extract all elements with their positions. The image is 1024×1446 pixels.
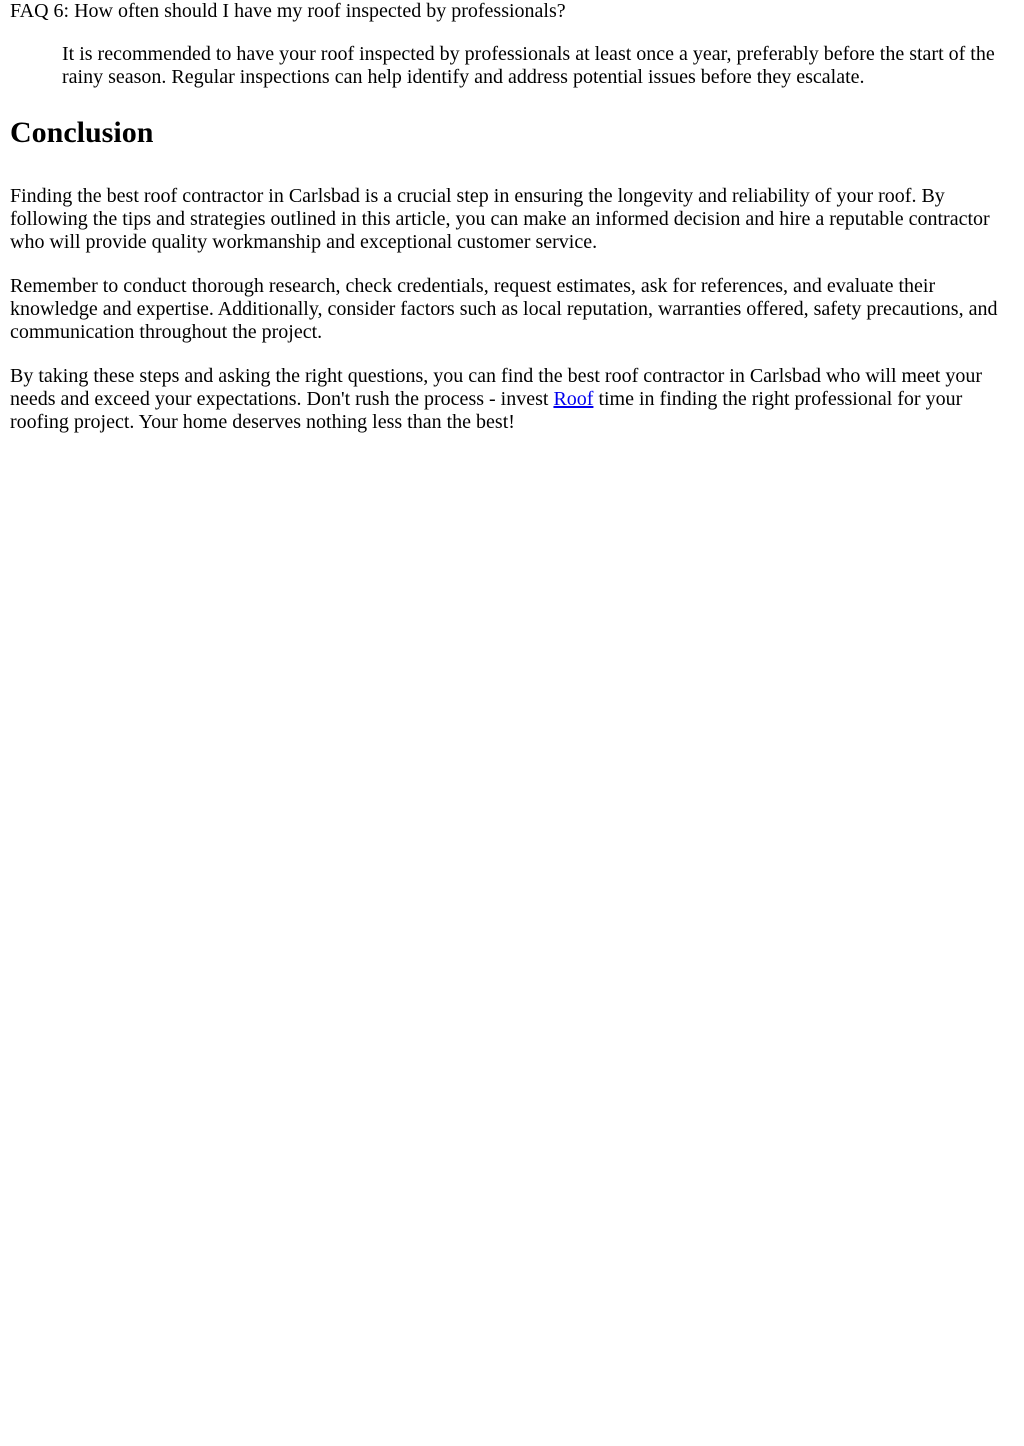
conclusion-paragraph-1: Finding the best roof contractor in Carlsbad is a crucial step in ensuring the longevity and reliability of your roof. By following the tips and strategies outlined in this article, you can make an informed decision and hire a reputable contractor who will provide quality workmanship and exceptional customer service. (10, 185, 990, 253)
article-page (0, 0, 1024, 434)
conclusion-paragraph-3 (10, 365, 1016, 434)
roof-link[interactable]: Roof (553, 388, 594, 410)
conclusion-heading: Conclusion (10, 116, 154, 149)
faq-question: FAQ 6: How often should I have my roof inspected by professionals? (10, 0, 566, 22)
paragraph-3-text-after-link: time in finding the right professional for your roofing project. Your home deserves nothing less than the best! (10, 388, 963, 433)
paragraph-3-text-before-link: By taking these steps and asking the right questions, you can find the best roof contractor in Carlsbad who will meet your needs and exceed your expectations. Don't rush the process - invest (10, 365, 983, 410)
conclusion-paragraph-2: Remember to conduct thorough research, check credentials, request estimates, ask for references, and evaluate their knowledge and expertise. Additionally, consider factors such as local reputation, warranties offered, safety precautions, and communication throughout the project. (10, 275, 998, 343)
faq-answer: It is recommended to have your roof inspected by professionals at least once a year, preferably before the start of the rainy season. Regular inspections can help identify and address potential issues before they escalate. (62, 43, 995, 88)
